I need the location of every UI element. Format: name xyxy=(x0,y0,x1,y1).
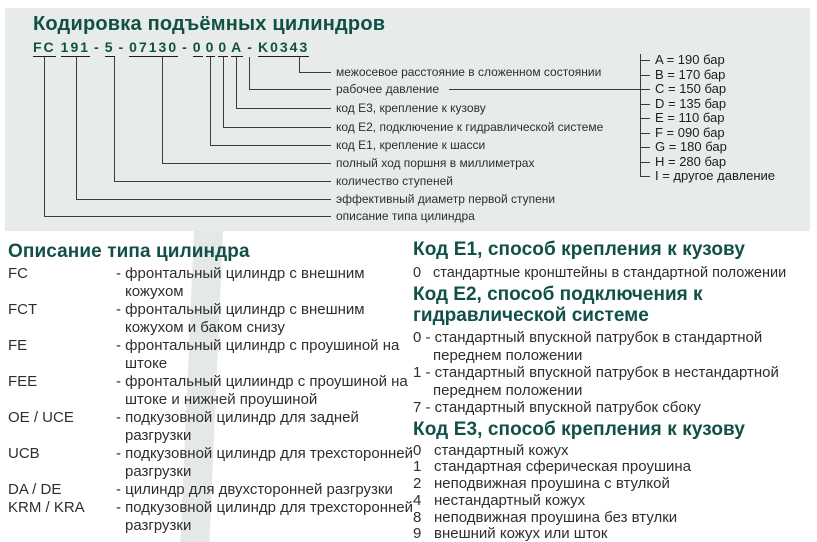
code-part-stroke: 07130 xyxy=(129,39,179,55)
code-dash: - xyxy=(182,39,189,55)
pressure-bracket-tick xyxy=(640,176,650,177)
pressure-legend-item: B = 170 бар xyxy=(655,67,726,82)
type-desc-line: - подкузовной цилиндр для задней xyxy=(116,409,359,426)
e3-item-text: внешний кожух или шток xyxy=(434,525,608,542)
diagram-label-stages: количество ступеней xyxy=(336,174,453,188)
type-row xyxy=(8,481,408,499)
connector-line-stroke xyxy=(162,163,331,164)
connector-line-stages xyxy=(114,57,115,181)
diagram-label-e2: код Е2, подключение к гидравлической системе xyxy=(336,120,604,134)
pressure-bracket-tick xyxy=(640,89,650,90)
diagram-label-diameter: эффективный диаметр первой ступени xyxy=(336,192,556,206)
pressure-link-line xyxy=(449,89,640,90)
type-desc-line: - фронтальный цилиндр с проушиной на xyxy=(116,337,400,354)
heading-line: Код Е2, способ подключения к xyxy=(413,284,703,305)
type-desc-line: штоке xyxy=(125,355,168,372)
section-heading-e3: Код Е3, способ крепления к кузову xyxy=(413,418,746,440)
e2-item-line: 1 - стандартный впускной патрубок в нестандартной xyxy=(413,364,779,381)
e3-item-num: 1 xyxy=(413,458,422,476)
connector-line-e2 xyxy=(223,57,224,127)
connector-line-type xyxy=(44,216,331,217)
type-desc-line: - цилиндр для двухсторонней разгрузки xyxy=(116,481,393,498)
e3-item-text: неподвижная проушина с втулкой xyxy=(434,475,670,493)
connector-line-axle xyxy=(299,72,331,73)
cylinder-code xyxy=(33,40,309,57)
e1-item-num: 0 xyxy=(413,265,422,281)
diagram-label-e3: код Е3, крепление к кузову xyxy=(336,101,486,115)
diagram-label-e1: код Е1, крепление к шасси xyxy=(336,138,486,152)
pressure-bracket-tick xyxy=(640,133,650,134)
code-part-type: FC xyxy=(33,39,56,55)
connector-line-e1 xyxy=(210,57,211,145)
pressure-bracket-tick xyxy=(640,162,650,163)
pressure-legend-item: A = 190 бар xyxy=(655,52,725,67)
e3-item xyxy=(413,459,813,476)
e2-item-line: переднем положении xyxy=(433,346,583,364)
e3-item-text: стандартный кожух xyxy=(434,441,569,459)
pressure-legend-item: G = 180 бар xyxy=(655,139,727,154)
e3-item-text: стандартная сферическая проушина xyxy=(434,458,691,476)
e1-item xyxy=(413,265,813,282)
type-desc-line: кожухом и баком снизу xyxy=(125,319,285,336)
pressure-legend-item: I = другое давление xyxy=(655,168,776,183)
diagram-label-stroke: полный ход поршня в миллиметрах xyxy=(336,156,535,170)
e3-item-text: неподвижная проушина без втулки xyxy=(434,508,678,526)
e3-item xyxy=(413,476,813,493)
e2-items xyxy=(413,329,813,417)
type-desc-line: - фронтальный цилиндр с внешним xyxy=(116,301,365,318)
code-dash: - xyxy=(247,39,254,55)
section-heading-e2 xyxy=(413,284,813,326)
connector-line-e3 xyxy=(236,108,331,109)
e3-item-num: 8 xyxy=(413,508,422,526)
pressure-legend-item: E = 110 бар xyxy=(655,110,725,125)
type-desc-line: разгрузки xyxy=(125,427,192,444)
connector-line-stages xyxy=(114,181,331,182)
connector-line-e3 xyxy=(236,57,237,108)
type-row xyxy=(8,337,408,373)
code-part-axle: K0343 xyxy=(257,39,310,55)
type-rows xyxy=(8,265,413,535)
type-description-section xyxy=(8,240,413,535)
type-row xyxy=(8,265,408,301)
connector-line-pressure xyxy=(249,57,250,89)
connector-line-type xyxy=(44,57,45,216)
type-desc-line: разгрузки xyxy=(125,517,192,534)
heading-line: гидравлической системе xyxy=(413,305,649,326)
code-part-diameter: 191 xyxy=(60,39,91,55)
code-part-e3: 0 xyxy=(218,39,229,55)
code-dash: - xyxy=(118,39,126,55)
pressure-legend-item: F = 090 бар xyxy=(655,125,725,140)
connector-line-pressure xyxy=(249,89,331,90)
e3-item-text: нестандартный кожух xyxy=(434,491,586,509)
type-desc-line: разгрузки xyxy=(125,463,192,480)
type-desc-line: - подкузовной цилиндр для трехсторонней xyxy=(116,445,413,462)
type-desc-line: кожухом xyxy=(125,283,184,300)
type-row xyxy=(8,409,408,445)
pressure-bracket-tick xyxy=(640,118,650,119)
code-dash: - xyxy=(94,39,101,55)
diagram-label-axle: межосевое расстояние в сложенном состоянии xyxy=(336,65,602,79)
e2-item-line: переднем положении xyxy=(433,381,583,399)
type-desc-line: - фронтальный цилиндр с внешним xyxy=(116,265,365,282)
connector-line-e2 xyxy=(223,127,331,128)
e3-item xyxy=(413,493,813,510)
connector-line-axle xyxy=(299,57,300,72)
e3-item-num: 9 xyxy=(413,525,422,542)
type-row xyxy=(8,301,408,337)
type-code: OE / UCE xyxy=(8,409,74,426)
e3-items xyxy=(413,443,813,542)
pressure-bracket-tick xyxy=(640,104,650,105)
code-part-stages: 5 xyxy=(104,39,115,55)
section-heading-types: Описание типа цилиндра xyxy=(8,241,250,262)
codes-section xyxy=(413,238,813,542)
e3-item xyxy=(413,510,813,527)
connector-line-stroke xyxy=(162,57,163,163)
type-desc-line: - фронтальный цилииндр с проушиной на xyxy=(116,373,408,390)
pressure-bracket-tick xyxy=(640,75,650,76)
pressure-legend-item: D = 135 бар xyxy=(655,96,727,111)
type-code: FCT xyxy=(8,301,38,318)
type-code: FE xyxy=(8,337,28,354)
connector-line-diameter xyxy=(76,57,77,199)
code-part-e2: 0 xyxy=(205,39,216,55)
connector-line-e1 xyxy=(210,145,331,146)
e3-item-num: 4 xyxy=(413,491,422,509)
diagram-label-type: описание типа цилиндра xyxy=(336,209,475,223)
e2-item-line: 0 - стандартный впускной патрубок в стандартной xyxy=(413,329,763,346)
code-part-e1: 0 xyxy=(192,39,203,55)
code-part-pressure: A xyxy=(231,39,244,55)
pressure-legend-item: C = 150 бар xyxy=(655,81,727,96)
type-row xyxy=(8,445,413,481)
pressure-bracket xyxy=(640,54,641,177)
type-desc-line: - подкузовной цилиндр для трехсторонней xyxy=(116,499,413,516)
e1-item-text: стандартные кронштейны в стандартной положении xyxy=(433,265,787,281)
section-heading-e1: Код Е1, способ крепления к кузову xyxy=(413,239,746,260)
page-title: Кодировка подъёмных цилиндров xyxy=(33,13,386,35)
pressure-bracket-tick xyxy=(640,60,650,61)
e3-item-num: 2 xyxy=(413,475,422,493)
diagram-label-pressure: рабочее давление xyxy=(336,82,440,96)
pressure-legend-item: H = 280 бар xyxy=(655,154,727,169)
e3-item xyxy=(413,526,813,542)
type-code: FC xyxy=(8,265,28,282)
pressure-bracket-tick xyxy=(640,147,650,148)
type-code: DA / DE xyxy=(8,481,62,498)
type-desc-line: штоке и нижней проушиной xyxy=(125,391,318,408)
type-code: KRM / KRA xyxy=(8,499,85,516)
type-row xyxy=(8,373,408,409)
type-code: FEE xyxy=(8,373,38,390)
type-row xyxy=(8,499,413,535)
type-code: UCB xyxy=(8,445,40,462)
e3-item xyxy=(413,443,813,460)
connector-line-diameter xyxy=(76,199,331,200)
e3-item-num: 0 xyxy=(413,441,422,459)
e2-item-line: 7 - стандартный впускной патрубок сбоку xyxy=(413,399,701,416)
